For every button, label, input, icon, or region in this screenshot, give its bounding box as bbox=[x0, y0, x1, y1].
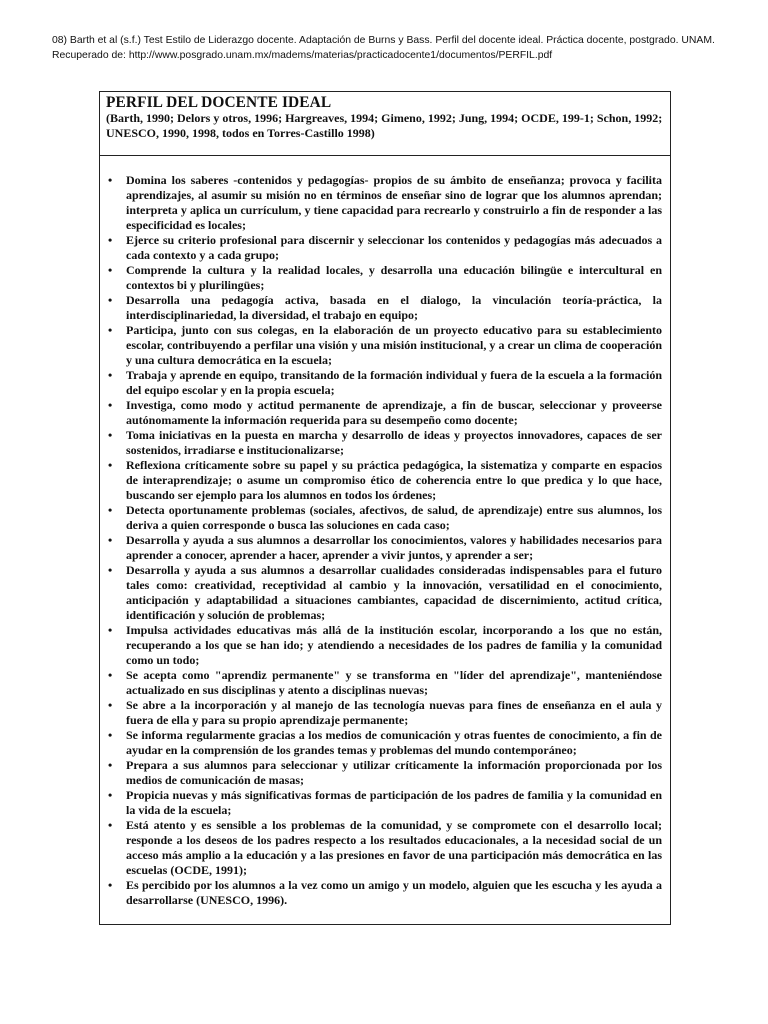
bullet-icon: • bbox=[108, 368, 113, 382]
list-item-text: Trabaja y aprende en equipo, transitando de la formación individual y fuera de la escuela a la formación del equipo escolar y en la propia escuela; bbox=[126, 368, 662, 397]
list-item bbox=[106, 563, 662, 623]
list-item bbox=[106, 233, 662, 263]
title-cell bbox=[100, 92, 670, 156]
list-item bbox=[106, 698, 662, 728]
list-item-text: Se abre a la incorporación y al manejo de las tecnología nuevas para fines de enseñanza en el aula y fuera de ella y para su propio aprendizaje permanente; bbox=[126, 698, 662, 727]
list-item-text: Se acepta como "aprendiz permanente" y se transforma en "líder del aprendizaje", manteniéndose actualizado en sus disciplinas y atento a disciplinas nuevas; bbox=[126, 668, 662, 697]
list-item-text: Ejerce su criterio profesional para discernir y seleccionar los contenidos y pedagogías más adecuados a cada contexto y a cada grupo; bbox=[126, 233, 662, 262]
list-item-text: Impulsa actividades educativas más allá de la institución escolar, incorporando a los que no están, recuperando a los que se han ido; y atendiendo a necesidades de los padres de familia y la comunidad como un todo; bbox=[126, 623, 662, 667]
list-item bbox=[106, 368, 662, 398]
list-item-text: Está atento y es sensible a los problemas de la comunidad, y se compromete con el desarrollo local; responde a los deseos de los padres respecto a los resultados educacionales, a la necesidad social de un acceso más amplio a la educación y a las presiones en favor de una participación más democrática en las escuelas (OCDE, 1991); bbox=[126, 818, 662, 877]
sources-citation: (Barth, 1990; Delors y otros, 1996; Hargreaves, 1994; Gimeno, 1992; Jung, 1994; OCDE, 199-1; Schon, 1992; UNESCO, 1990, 1998, todos en Torres-Castillo 1998) bbox=[106, 111, 663, 140]
list-item bbox=[106, 323, 662, 368]
bullet-icon: • bbox=[108, 173, 113, 187]
list-item bbox=[106, 758, 662, 788]
list-item bbox=[106, 398, 662, 428]
bullet-icon: • bbox=[108, 728, 113, 742]
bullet-icon: • bbox=[108, 698, 113, 712]
list-item bbox=[106, 458, 662, 503]
citation-url-line: Recuperado de: http://www.posgrado.unam.mx/madems/materias/practicadocente1/documentos/PERFIL.pdf bbox=[52, 50, 553, 61]
list-item bbox=[106, 533, 662, 563]
list-item-text: Desarrolla y ayuda a sus alumnos a desarrollar cualidades consideradas indispensables para el futuro tales como: creatividad, receptividad al cambio y la innovación, versatilidad en el conocimiento, anticipación y adaptabilidad a situaciones cambiantes, capacidad de discernimiento, actitud crítica, identificación y solución de problemas; bbox=[126, 563, 662, 622]
list-item-text: Comprende la cultura y la realidad locales, y desarrolla una educación bilingüe e intercultural en contextos bi y plurilingües; bbox=[126, 263, 662, 292]
list-item bbox=[106, 263, 662, 293]
list-item-text: Reflexiona críticamente sobre su papel y su práctica pedagógica, la sistematiza y comparte en espacios de interaprendizaje; o asume un compromiso ético de coherencia entre lo que predica y lo que hace, buscando ser ejemplo para los alumnos en todos los órdenes; bbox=[126, 458, 662, 502]
bullet-icon: • bbox=[108, 428, 113, 442]
page-title: PERFIL DEL DOCENTE IDEAL bbox=[106, 94, 332, 111]
bullet-icon: • bbox=[108, 533, 113, 547]
bullet-icon: • bbox=[108, 503, 113, 517]
bullet-icon: • bbox=[108, 458, 113, 472]
list-item bbox=[106, 878, 662, 908]
list-item-text: Prepara a sus alumnos para seleccionar y utilizar críticamente la información proporcionada por los medios de comunicación de masas; bbox=[126, 758, 662, 787]
list-item bbox=[106, 503, 662, 533]
list-item-text: Es percibido por los alumnos a la vez como un amigo y un modelo, alguien que les escucha y les ayuda a desarrollarse (UNESCO, 1996). bbox=[126, 878, 662, 907]
citation-line: 08) Barth et al (s.f.) Test Estilo de Liderazgo docente. Adaptación de Burns y Bass. Perfil del docente ideal. Práctica docente, postgrado. UNAM. bbox=[52, 35, 715, 46]
bullet-icon: • bbox=[108, 293, 113, 307]
list-item-text: Se informa regularmente gracias a los medios de comunicación y otras fuentes de conocimiento, a fin de ayudar en la comprensión de los grandes temas y problemas del mundo contemporáneo; bbox=[126, 728, 662, 757]
list-item bbox=[106, 293, 662, 323]
list-item-text: Participa, junto con sus colegas, en la elaboración de un proyecto educativo para su establecimiento escolar, contribuyendo a perfilar una visión y una misión institucional, y a crear un clima de cooperación y una cultura democrática en la escuela; bbox=[126, 323, 662, 367]
list-item-text: Domina los saberes -contenidos y pedagogías- propios de su ámbito de enseñanza; provoca y facilita aprendizajes, al asumir su misión no en términos de enseñar sino de lograr que los alumnos aprendan; interpreta y aplica un currículum, y tiene capacidad para recrearlo y construirlo a fin de responder a las especificidad es locales; bbox=[126, 173, 662, 232]
bullet-icon: • bbox=[108, 263, 113, 277]
bullet-icon: • bbox=[108, 788, 113, 802]
list-item bbox=[106, 668, 662, 698]
list-item bbox=[106, 173, 662, 233]
list-item-text: Investiga, como modo y actitud permanente de aprendizaje, a fin de buscar, seleccionar y proveerse autónomamente la información requerida para su desempeño como docente; bbox=[126, 398, 662, 427]
bullet-icon: • bbox=[108, 563, 113, 577]
bullet-icon: • bbox=[108, 818, 113, 832]
citation-header bbox=[52, 33, 752, 63]
bullet-icon: • bbox=[108, 623, 113, 637]
list-item bbox=[106, 428, 662, 458]
list-item-text: Toma iniciativas en la puesta en marcha y desarrollo de ideas y proyectos innovadores, capaces de ser sostenidos, irradiarse e institucionalizarse; bbox=[126, 428, 662, 457]
list-item bbox=[106, 728, 662, 758]
bullet-icon: • bbox=[108, 323, 113, 337]
bullet-icon: • bbox=[108, 398, 113, 412]
list-item-text: Propicia nuevas y más significativas formas de participación de los padres de familia y la comunidad en la vida de la escuela; bbox=[126, 788, 662, 817]
bullet-icon: • bbox=[108, 878, 113, 892]
profile-list bbox=[100, 156, 670, 908]
list-item-text: Desarrolla una pedagogía activa, basada en el dialogo, la vinculación teoría-práctica, la interdisciplinariedad, la diversidad, el trabajo en equipo; bbox=[126, 293, 662, 322]
list-item-text: Desarrolla y ayuda a sus alumnos a desarrollar los conocimientos, valores y habilidades necesarios para aprender a conocer, aprender a hacer, aprender a vivir juntos, y aprender a ser; bbox=[126, 533, 662, 562]
list-item bbox=[106, 818, 662, 878]
list-item-text: Detecta oportunamente problemas (sociales, afectivos, de salud, de aprendizaje) entre sus alumnos, los deriva a quien corresponde o busca las soluciones en cada caso; bbox=[126, 503, 662, 532]
profile-table bbox=[99, 91, 671, 925]
bullet-icon: • bbox=[108, 758, 113, 772]
list-item bbox=[106, 788, 662, 818]
bullet-icon: • bbox=[108, 233, 113, 247]
bullet-icon: • bbox=[108, 668, 113, 682]
list-item bbox=[106, 623, 662, 668]
